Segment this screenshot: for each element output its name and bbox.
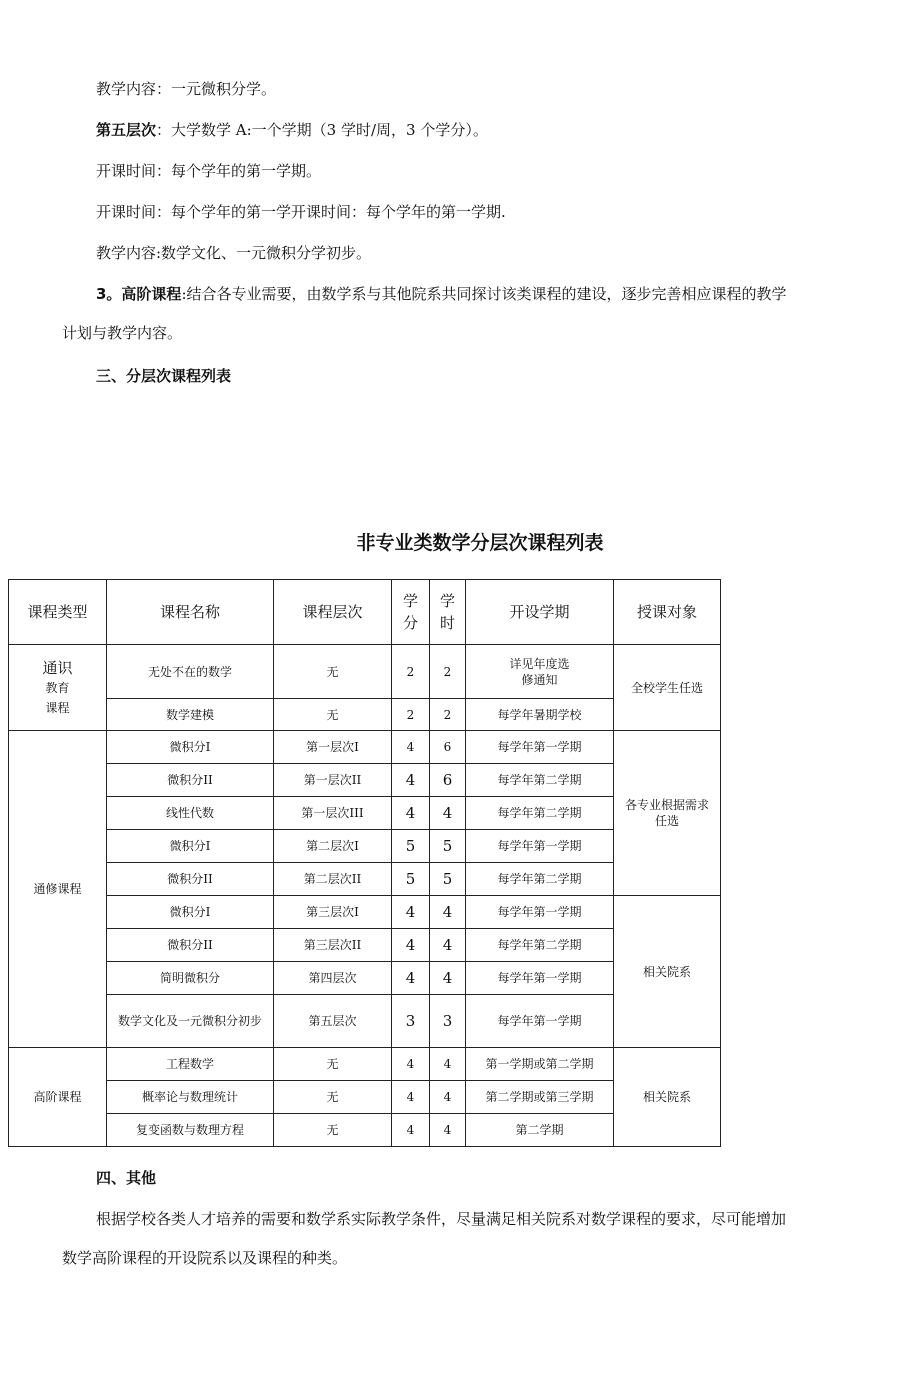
course-credit: 5 (392, 863, 430, 896)
course-credit: 4 (392, 896, 430, 929)
course-level: 无 (274, 645, 392, 699)
course-level: 第一层次II (274, 764, 392, 797)
paragraph-other: 根据学校各类人才培养的需要和数学系实际教学条件，尽量满足相关院系对数学课程的要求，尽可能增加 (96, 1210, 787, 1228)
course-name: 微积分I (107, 830, 274, 863)
course-semester: 每学年暑期学校 (466, 699, 614, 731)
course-hours: 6 (430, 764, 466, 797)
table-row (9, 1048, 721, 1081)
course-credit: 4 (392, 929, 430, 962)
section-heading-course-list: 三、分层次课程列表 (96, 367, 232, 385)
course-level: 无 (274, 1081, 392, 1114)
course-name: 工程数学 (107, 1048, 274, 1081)
paragraph-advanced-courses-cont: 计划与教学内容。 (62, 324, 183, 342)
category-required-courses: 通修课程 (9, 731, 107, 1048)
paragraph-schedule-1: 开课时间：每个学年的第一学期。 (96, 162, 322, 180)
table-row (9, 645, 721, 699)
table-header-row (9, 580, 721, 645)
course-level: 无 (274, 1048, 392, 1081)
target-by-major: 各专业根据需求任选 (614, 731, 721, 896)
header-credits-2: 分 (402, 614, 418, 632)
course-level: 第五层次 (274, 995, 392, 1048)
header-hours-2: 时 (439, 614, 455, 632)
header-credits-1: 学 (402, 592, 418, 610)
course-level: 第三层次I (274, 896, 392, 929)
course-name: 概率论与数理统计 (107, 1081, 274, 1114)
header-semester: 开设学期 (466, 580, 614, 645)
course-level: 无 (274, 699, 392, 731)
course-hours: 6 (430, 731, 466, 764)
category-advanced-courses: 高阶课程 (9, 1048, 107, 1147)
course-credit: 4 (392, 962, 430, 995)
course-semester: 每学年第二学期 (466, 764, 614, 797)
course-hours: 2 (430, 699, 466, 731)
course-name: 数学文化及一元微积分初步 (107, 995, 274, 1048)
paragraph-teaching-content-1: 教学内容：一元微积分学。 (96, 80, 277, 98)
course-semester: 每学年第一学期 (466, 995, 614, 1048)
course-semester: 每学年第一学期 (466, 830, 614, 863)
category-general-education (9, 645, 107, 731)
target-related-departments-advanced: 相关院系 (614, 1048, 721, 1147)
course-hours: 3 (430, 995, 466, 1048)
course-credit: 3 (392, 995, 430, 1048)
course-name: 微积分II (107, 863, 274, 896)
course-name: 数学建模 (107, 699, 274, 731)
course-hours: 4 (430, 962, 466, 995)
course-hours: 5 (430, 863, 466, 896)
table-row (9, 731, 721, 764)
header-hours (430, 580, 466, 645)
course-hours: 4 (430, 1114, 466, 1147)
course-semester: 每学年第二学期 (466, 929, 614, 962)
advanced-courses-label: 3。高阶课程 (96, 285, 182, 303)
category-general-3: 课程 (45, 700, 70, 715)
paragraph-schedule-2: 开课时间：每个学年的第一学开课时间：每个学年的第一学期. (96, 203, 506, 221)
paragraph-fifth-level (96, 119, 488, 141)
course-credit: 4 (392, 797, 430, 830)
header-credits (392, 580, 430, 645)
course-credit: 4 (392, 1048, 430, 1081)
course-name: 线性代数 (107, 797, 274, 830)
course-hours: 2 (430, 645, 466, 699)
course-level: 第四层次 (274, 962, 392, 995)
course-name: 无处不在的数学 (107, 645, 274, 699)
course-name: 微积分II (107, 929, 274, 962)
course-credit: 4 (392, 764, 430, 797)
course-level: 第一层次I (274, 731, 392, 764)
course-name: 复变函数与数理方程 (107, 1114, 274, 1147)
course-hours: 5 (430, 830, 466, 863)
course-credit: 4 (392, 1081, 430, 1114)
header-target: 授课对象 (614, 580, 721, 645)
paragraph-other-cont: 数学高阶课程的开设院系以及课程的种类。 (62, 1249, 348, 1267)
paragraph-teaching-content-2: 教学内容:数学文化、一元微积分学初步。 (96, 244, 372, 262)
course-name: 微积分II (107, 764, 274, 797)
course-level: 第三层次II (274, 929, 392, 962)
course-semester: 每学年第二学期 (466, 797, 614, 830)
course-level: 第一层次III (274, 797, 392, 830)
header-course-name: 课程名称 (107, 580, 274, 645)
course-hours: 4 (430, 896, 466, 929)
course-level: 第二层次I (274, 830, 392, 863)
course-hours: 4 (430, 929, 466, 962)
course-semester: 第二学期 (466, 1114, 614, 1147)
course-credit: 4 (392, 1114, 430, 1147)
course-semester: 每学年第二学期 (466, 863, 614, 896)
course-table (8, 579, 721, 1147)
category-general-1: 通识 (42, 658, 73, 677)
course-semester: 第一学期或第二学期 (466, 1048, 614, 1081)
course-credit: 5 (392, 830, 430, 863)
target-related-departments: 相关院系 (614, 896, 721, 1048)
course-hours: 4 (430, 797, 466, 830)
course-hours: 4 (430, 1048, 466, 1081)
course-credit: 2 (392, 645, 430, 699)
section-heading-other: 四、其他 (96, 1169, 157, 1187)
course-level: 第二层次II (274, 863, 392, 896)
table-title: 非专业类数学分层次课程列表 (356, 532, 604, 554)
table-row (9, 896, 721, 929)
course-credit: 2 (392, 699, 430, 731)
header-course-type: 课程类型 (9, 580, 107, 645)
course-semester: 详见年度选修通知 (466, 645, 614, 699)
course-name: 微积分I (107, 896, 274, 929)
course-name: 简明微积分 (107, 962, 274, 995)
paragraph-advanced-courses (96, 283, 787, 305)
fifth-level-label: 第五层次 (96, 121, 157, 139)
course-semester: 每学年第一学期 (466, 896, 614, 929)
course-semester: 每学年第一学期 (466, 962, 614, 995)
course-semester: 每学年第一学期 (466, 731, 614, 764)
header-course-level: 课程层次 (274, 580, 392, 645)
course-semester: 第二学期或第三学期 (466, 1081, 614, 1114)
course-hours: 4 (430, 1081, 466, 1114)
header-hours-1: 学 (439, 592, 455, 610)
advanced-courses-text: :结合各专业需要，由数学系与其他院系共同探讨该类课程的建设，逐步完善相应课程的教学 (181, 285, 787, 303)
course-level: 无 (274, 1114, 392, 1147)
course-credit: 4 (392, 731, 430, 764)
course-name: 微积分I (107, 731, 274, 764)
fifth-level-text: ：大学数学 A:一个学期（3 学时/周，3 个学分）。 (156, 121, 488, 139)
target-all-students: 全校学生任选 (614, 645, 721, 731)
category-general-2: 教育 (45, 680, 70, 695)
